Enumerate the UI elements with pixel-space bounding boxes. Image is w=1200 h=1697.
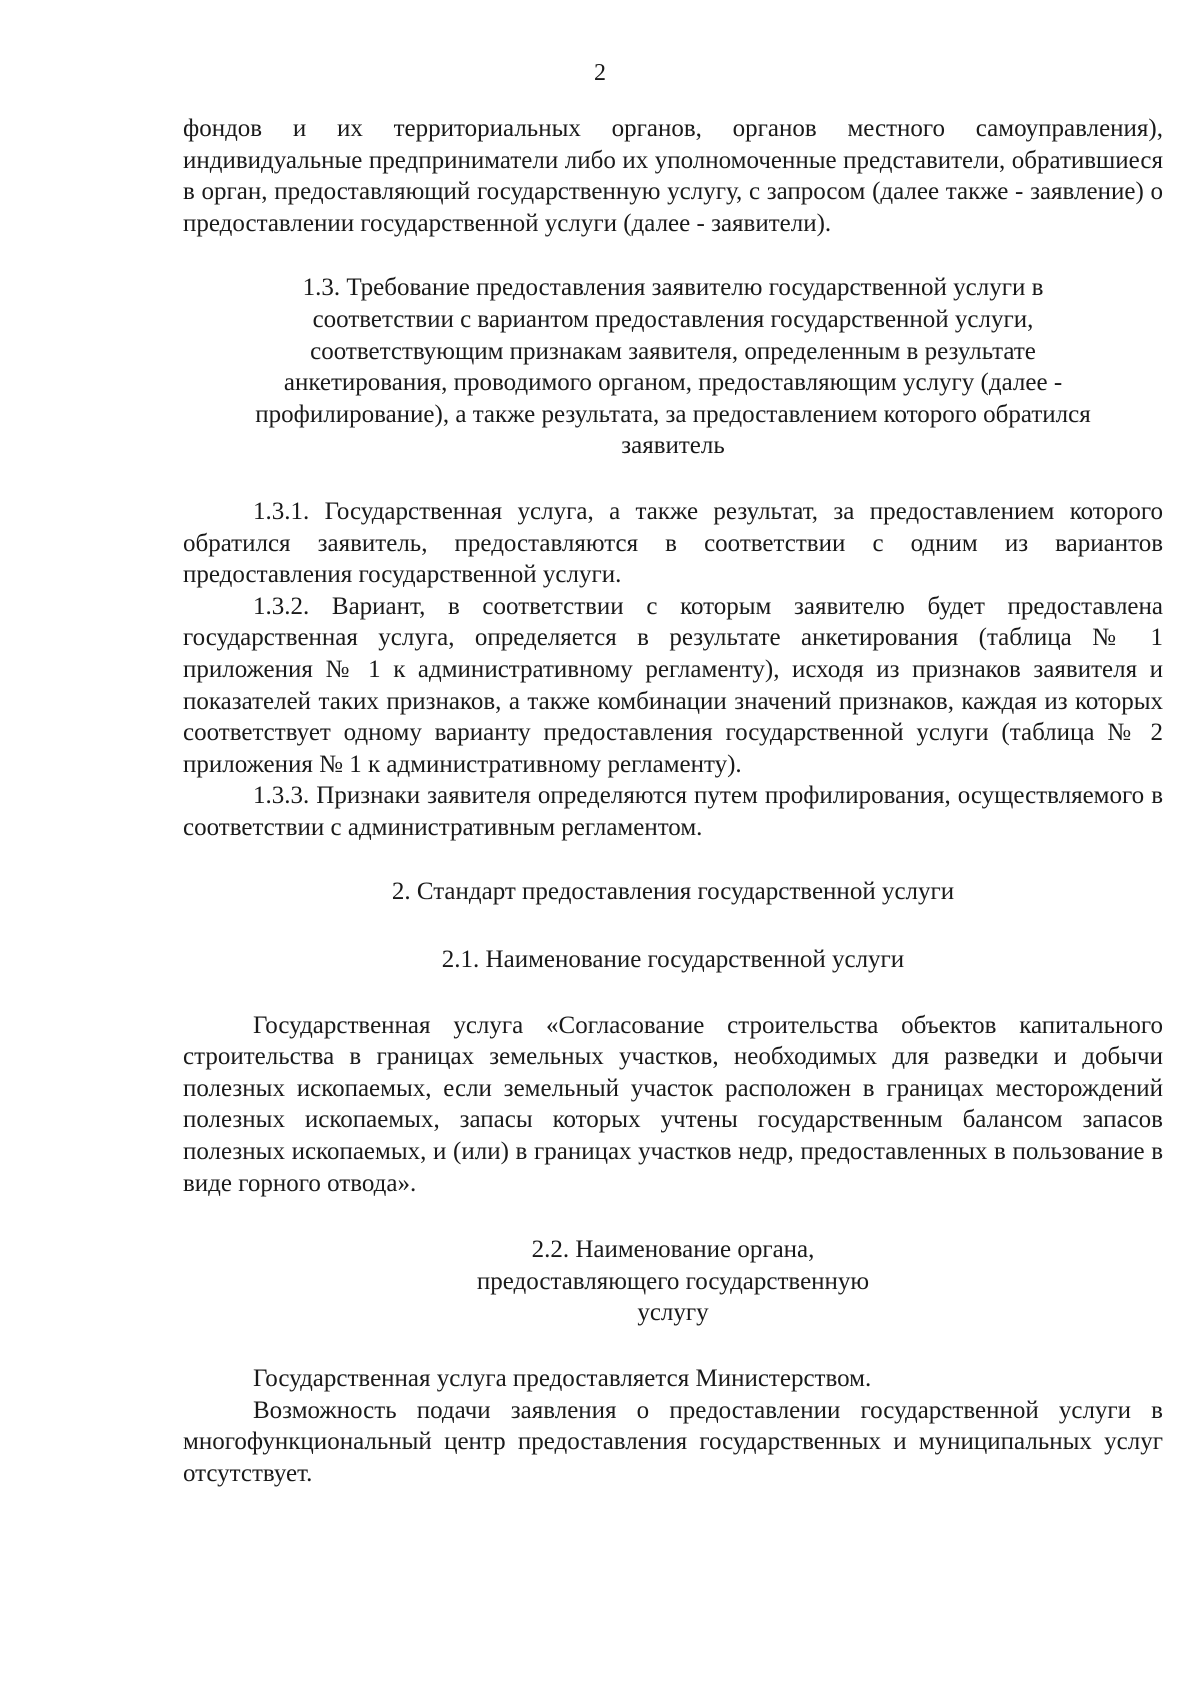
document-body bbox=[183, 113, 1163, 1489]
item-1-3-3: 1.3.3. Признаки заявителя определяются путем профилирования, осуществляемого в соответствии с административным регламентом. bbox=[183, 782, 1163, 841]
section-2-1-paragraph: Государственная услуга «Согласование строительства объектов капитального строительства в границах земельных участков, необходимых для разведки и добычи полезных ископаемых, если земельный участок расположен в границах месторождений полезных ископаемых, запасы которых учтены государственным балансом запасов полезных ископаемых, и (или) в границах участков недр, предоставленных в пользование в виде горного отвода». bbox=[183, 1011, 1163, 1197]
section-2-2-paragraph-1: Государственная услуга предоставляется Министерством. bbox=[253, 1365, 872, 1392]
page-number: 2 bbox=[594, 60, 606, 86]
section-2-2-paragraph-2: Возможность подачи заявления о предоставлении государственной услуги в многофункциональный центр предоставления государственных и муниципальных услуг отсутствует. bbox=[183, 1396, 1163, 1487]
intro-paragraph: фондов и их территориальных органов, органов местного самоуправления), индивидуальные предприниматели либо их уполномоченные представители, обратившиеся в орган, предоставляющий государственную услугу, с запросом (далее также - заявление) о предоставлении государственной услуги (далее - заявители). bbox=[183, 115, 1163, 237]
section-2-heading: 2. Стандарт предоставления государственной услуги bbox=[391, 878, 955, 906]
item-1-3-2: 1.3.2. Вариант, в соответствии с которым заявителю будет предоставлена государственная услуга, определяется в результате анкетирования (таблица № 1 приложения № 1 к административному регламенту), исходя из признаков заявителя и показателей таких признаков, а также комбинации значений признаков, каждая из которых соответствует одному варианту предоставления государственной услуги (таблица № 2 приложения № 1 к административному регламенту). bbox=[183, 592, 1163, 778]
section-2-2-heading: 2.2. Наименование органа, предоставляющего государственную услугу bbox=[476, 1236, 870, 1327]
section-1-3-heading: 1.3. Требование предоставления заявителю государственной услуги в соответствии с вариантом предоставления государственной услуги, соответствующим признакам заявителя, определенным в результате анкетирования, проводимого органом, предоставляющим услугу (далее - профилирование), а также результата, за предоставлением которого обратился заявитель bbox=[255, 274, 1091, 460]
item-1-3-1: 1.3.1. Государственная услуга, а также результат, за предоставлением которого обратился заявитель, предоставляются в соответствии с одним из вариантов предоставления государственной услуги. bbox=[183, 497, 1163, 589]
section-2-1-heading: 2.1. Наименование государственной услуги bbox=[441, 946, 905, 974]
